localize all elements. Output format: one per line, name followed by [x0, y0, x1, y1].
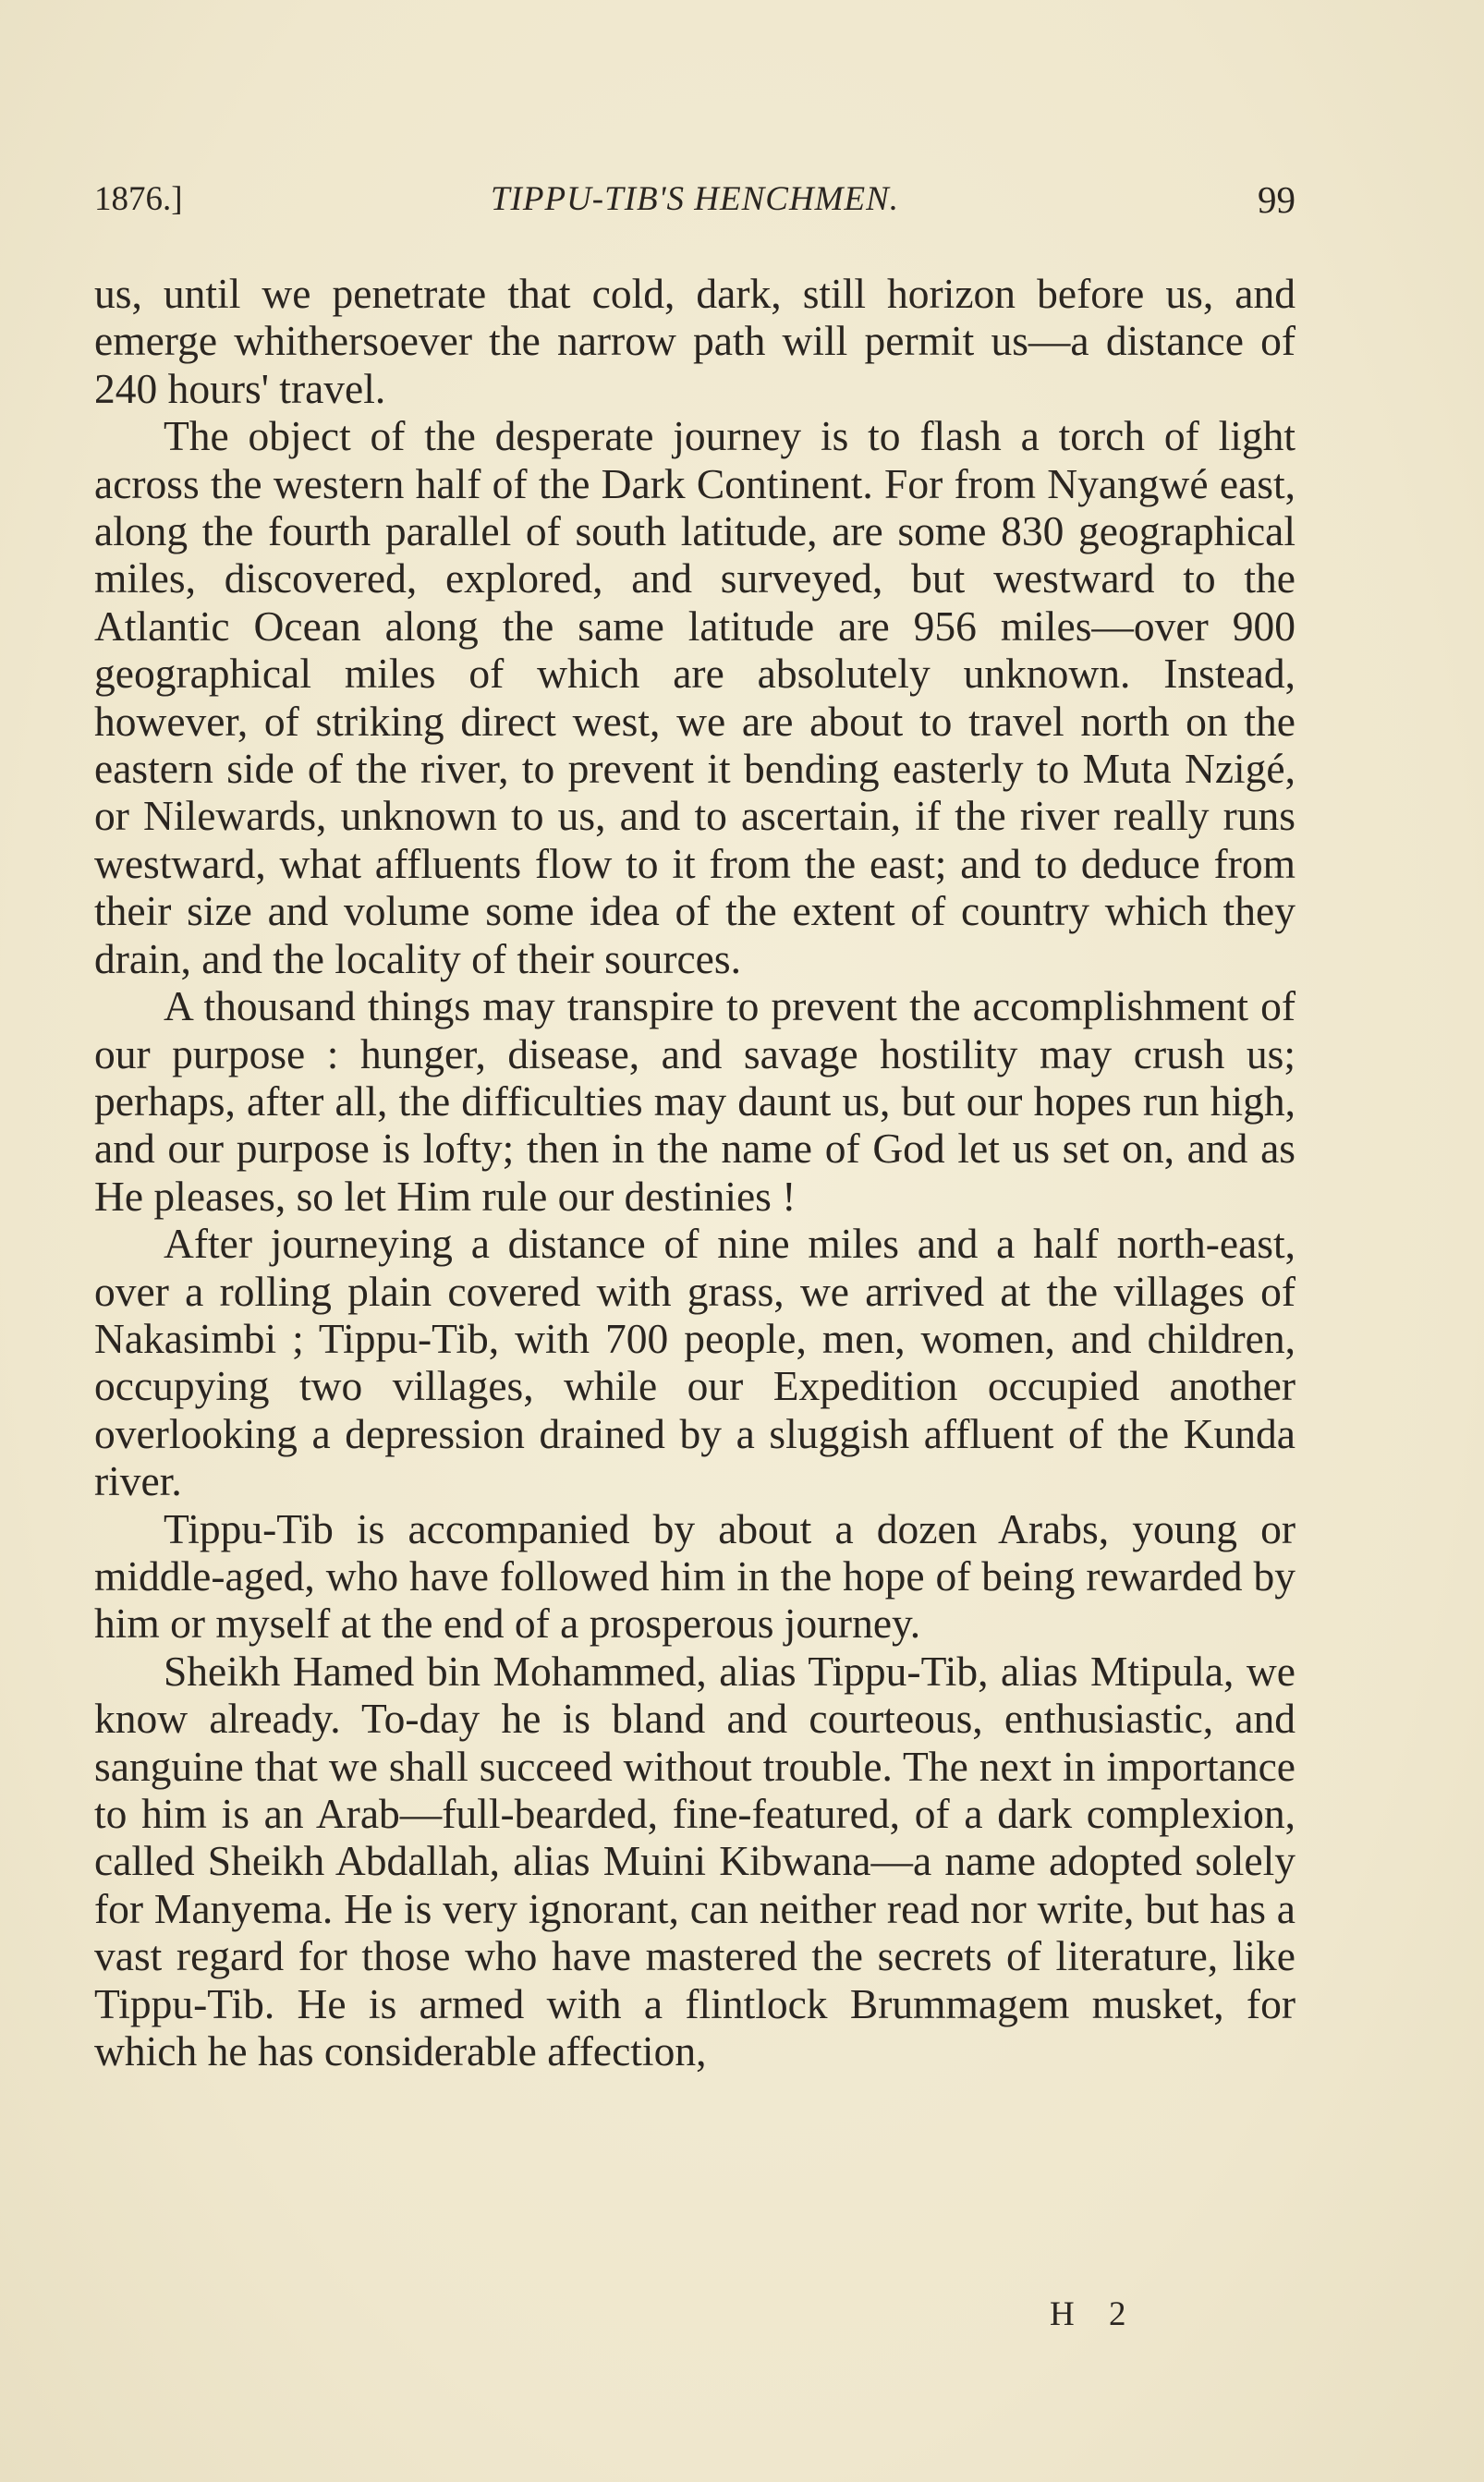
paragraph-4: After journeying a distance of nine miles and a half north-east, over a rolling plain covered with grass, we arrived at the villages of Nakasimbi ; Tippu-Tib, with 700 people, men, women, and children, occupying two villages, while our Expedition occupied another overlooking a depression drained by a sluggish affluent of the Kunda river.	[94, 1220, 1295, 1505]
header-year: 1876.]	[94, 180, 183, 218]
running-header	[94, 172, 1295, 227]
paragraph-3: A thousand things may transpire to prevent the accomplishment of our purpose : hunger, disease, and savage hostility may crush us; perhaps, after all, the difficulties may daunt us, but our hopes run high, and our purpose is lofty; then in the name of God let us set on, and as He pleases, so let Him rule our destinies !	[94, 982, 1295, 1220]
signature-mark: H 2	[1050, 2295, 1139, 2333]
header-title: TIPPU-TIB'S HENCHMEN.	[490, 180, 900, 218]
paragraph-5: Tippu-Tib is accompanied by about a dozen Arabs, young or middle-aged, who have followed him in the hope of being rewarded by him or myself at the end of a prosperous journey.	[94, 1504, 1295, 1648]
page-number: 99	[1258, 178, 1295, 221]
paragraph-2: The object of the desperate journey is to flash a torch of light across the western half of the Dark Continent. For from Nyangwé east, along the fourth parallel of south latitude, are some 830 geographical miles, discovered, explored, and surveyed, but westward to the Atlantic Ocean along the same latitude are 956 miles—over 900 geographical miles of which are absolutely unknown. Instead, however, of striking direct west, we are about to travel north on the eastern side of the river, to prevent it bending easterly to Muta Nzigé, or Nilewards, unknown to us, and to ascertain, if the river really runs westward, what affluents flow to it from the east; and to deduce from their size and volume some idea of the extent of country which they drain, and the locality of their sources.	[94, 412, 1295, 982]
paragraph-1: us, until we penetrate that cold, dark, still horizon before us, and emerge whithersoever the narrow path will permit us—a distance of 240 hours' travel.	[94, 270, 1295, 412]
body-text	[94, 270, 1295, 2074]
paragraph-6: Sheikh Hamed bin Mohammed, alias Tippu-Tib, alias Mtipula, we know already. To-day he is bland and courteous, enthusiastic, and sanguine that we shall succeed without trouble. The next in importance to him is an Arab—full-bearded, fine-featured, of a dark complexion, called Sheikh Abdallah, alias Muini Kibwana—a name adopted solely for Manyema. He is very ignorant, can neither read nor write, but has a vast regard for those who have mastered the secrets of literature, like Tippu-Tib. He is armed with a flintlock Brummagem musket, for which he has considerable affection,	[94, 1647, 1295, 2075]
